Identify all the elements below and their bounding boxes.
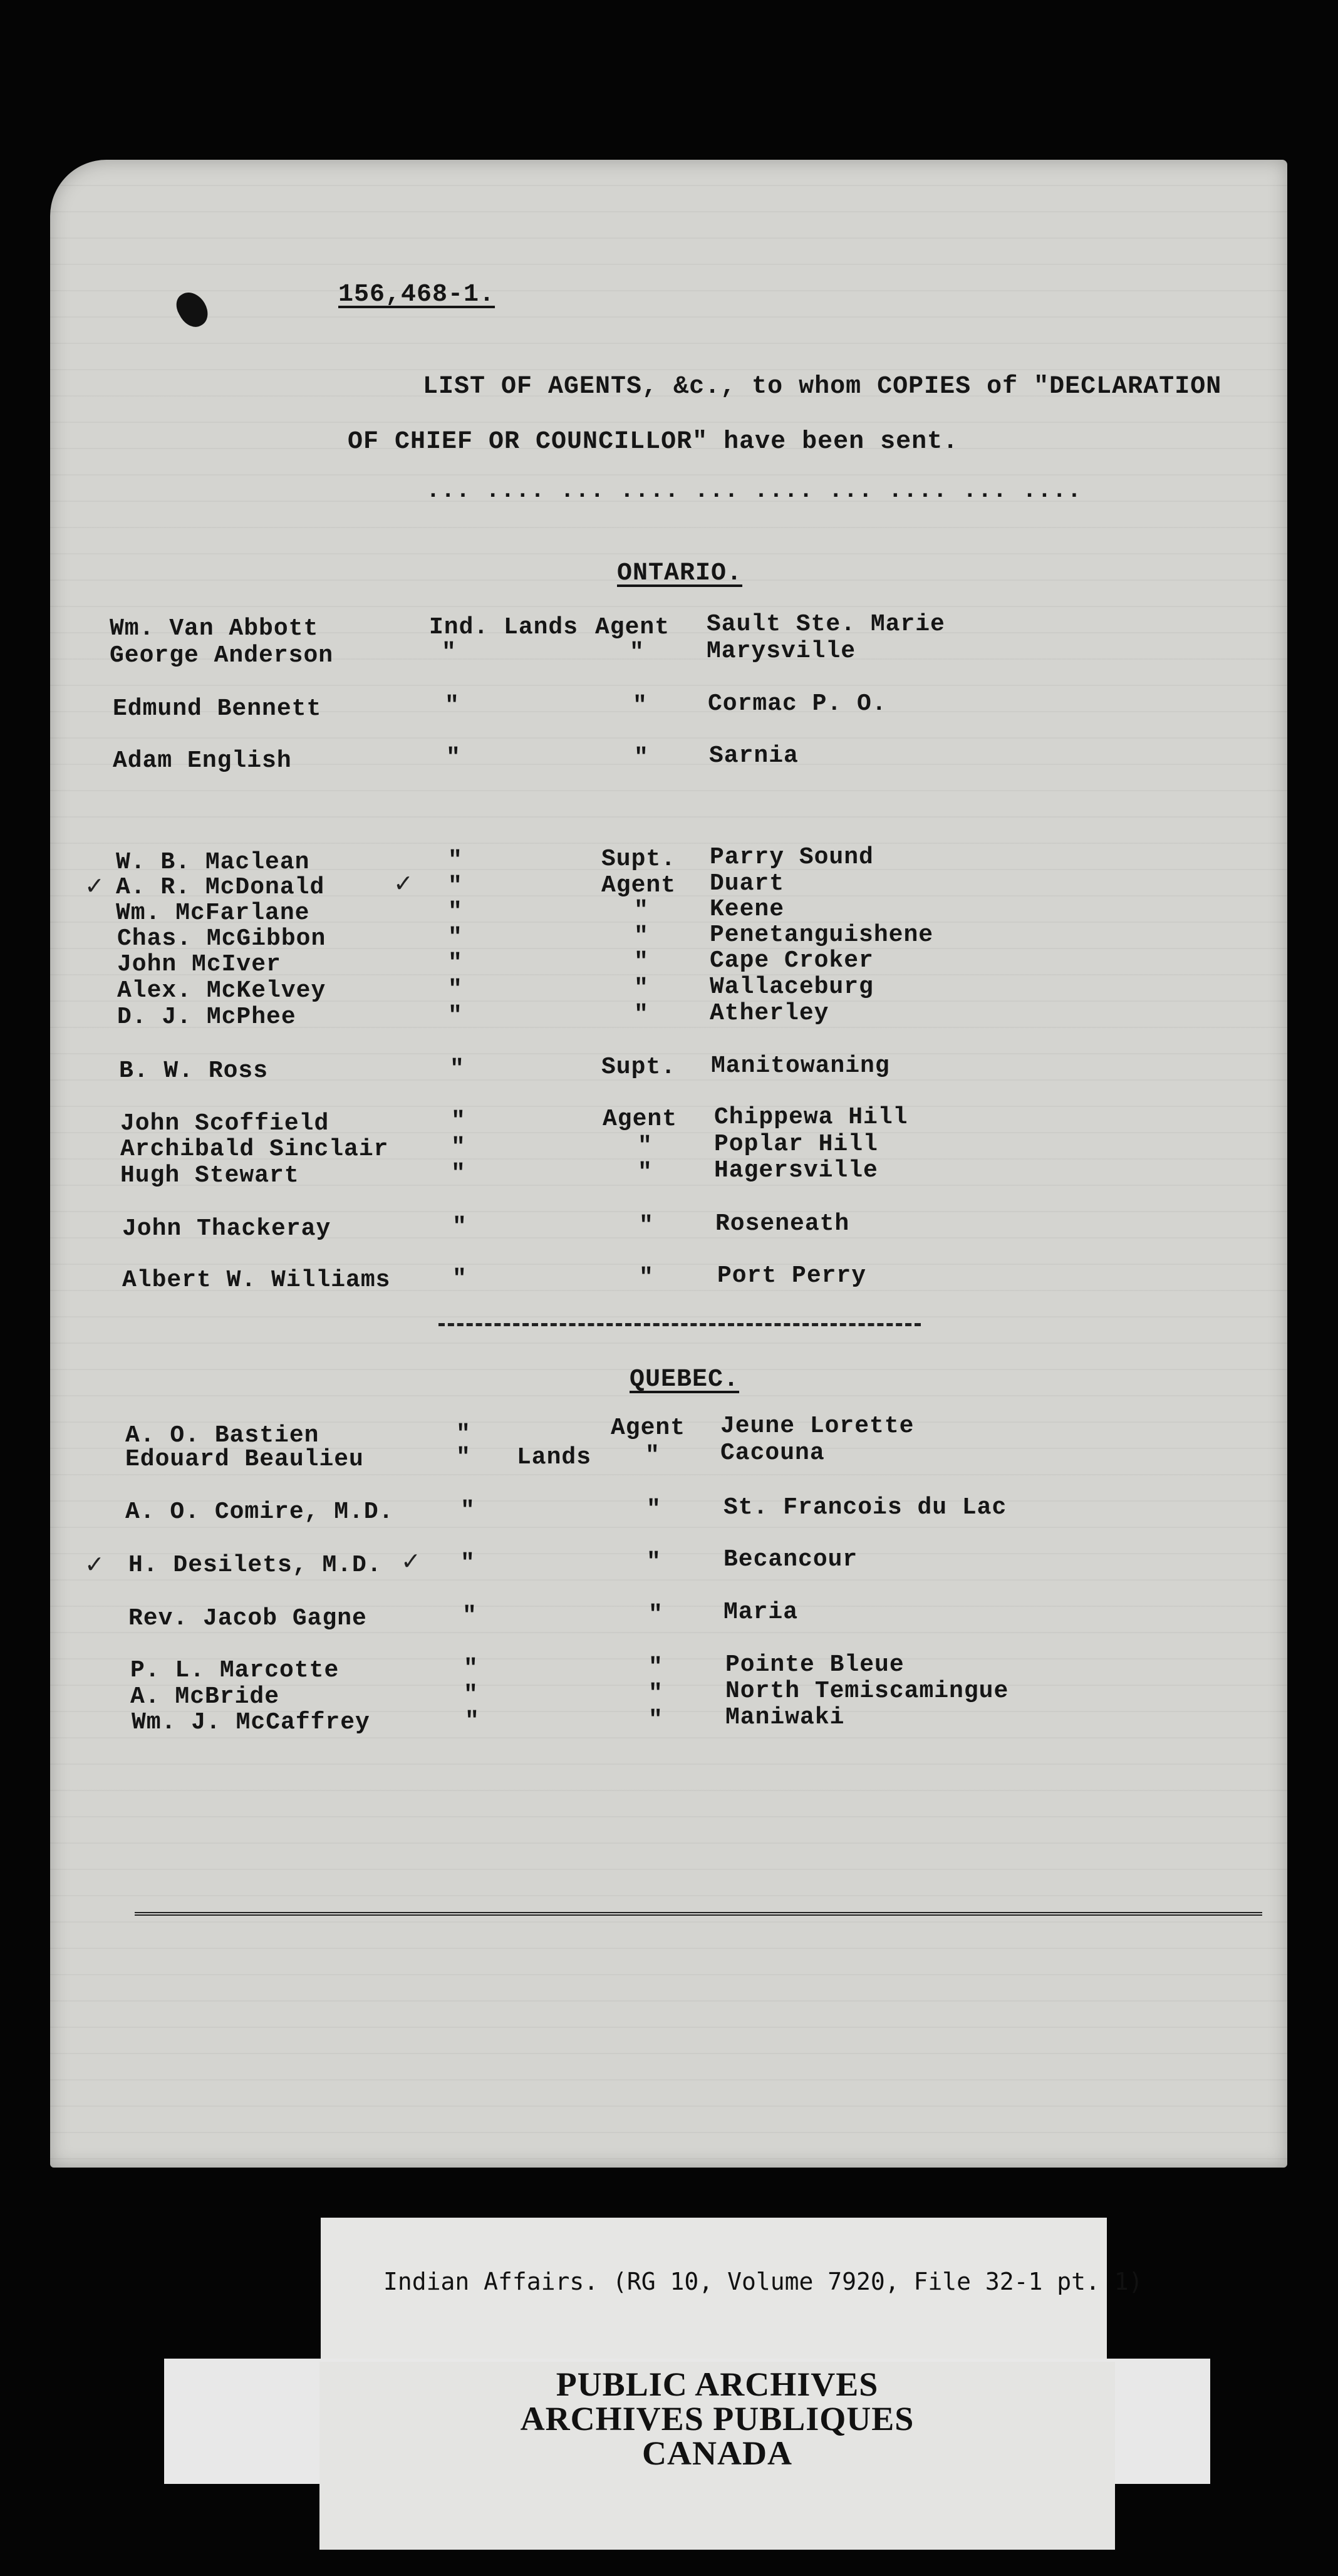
- agent-place: Marysville: [707, 638, 856, 665]
- agent-place: Cape Croker: [710, 947, 874, 974]
- stamp-line-1: PUBLIC ARCHIVES: [556, 2366, 879, 2403]
- agent-place: Parry Sound: [710, 844, 874, 871]
- agent-place: Poplar Hill: [714, 1131, 878, 1158]
- agent-name: A. McBride: [130, 1683, 280, 1710]
- citation-text: Indian Affairs. (RG 10, Volume 7920, File 32-1 pt. 1): [383, 2268, 1143, 2295]
- agent-place: Jeune Lorette: [720, 1413, 915, 1440]
- check-mark: ✓: [393, 870, 413, 897]
- agent-title: Agent: [611, 1415, 686, 1441]
- agent-dept: ": [460, 1497, 475, 1524]
- agent-dept: ": [462, 1602, 477, 1629]
- agent-dept: ": [464, 1655, 479, 1682]
- agent-name: D. J. McPhee: [117, 1004, 296, 1031]
- citation-slip: [321, 2218, 1143, 2359]
- agent-title: ": [648, 1680, 663, 1707]
- ontario-heading: ONTARIO.: [617, 559, 743, 588]
- agent-dept: ": [465, 1708, 480, 1735]
- agent-name: P. L. Marcotte: [130, 1657, 340, 1684]
- agent-name: Alex. McKelvey: [117, 977, 326, 1004]
- agent-title: ": [634, 948, 649, 975]
- agent-dept: ": [464, 1681, 479, 1708]
- agent-name: Edmund Bennett: [113, 695, 322, 722]
- agent-name: A. O. Comire, M.D.: [125, 1498, 394, 1525]
- agent-dept: ": [442, 639, 457, 666]
- agent-name: Adam English: [113, 747, 292, 774]
- agent-dept: ": [448, 976, 463, 1003]
- agent-name: A. R. McDonald: [116, 874, 325, 901]
- quebec-heading: QUEBEC.: [630, 1366, 740, 1394]
- agent-place: Becancour: [723, 1546, 858, 1573]
- agent-dept: ": [448, 847, 463, 874]
- agent-dept: ": [448, 1002, 463, 1029]
- stamp-line-3: CANADA: [642, 2434, 792, 2472]
- agent-place: Port Perry: [717, 1262, 867, 1289]
- agent-dept: ": [452, 1213, 467, 1240]
- agent-title: Agent: [595, 614, 670, 641]
- agent-name: George Anderson: [110, 642, 334, 669]
- end-divider: [135, 1912, 1262, 1916]
- agent-dept: ": [450, 1056, 465, 1083]
- agent-name: Hugh Stewart: [120, 1162, 299, 1189]
- agent-place: Sault Ste. Marie: [707, 611, 945, 638]
- agent-dept: ": [448, 898, 463, 925]
- agent-name: A. O. Bastien: [125, 1422, 319, 1449]
- agent-title: ": [634, 1001, 649, 1028]
- dots-line: ... .... ... .... ... .... ... .... ... ....: [426, 477, 1082, 504]
- agent-dept: ": [446, 744, 461, 771]
- agent-title: ": [634, 975, 649, 1002]
- agent-name: W. B. Maclean: [116, 849, 310, 876]
- agent-name: H. Desilets, M.D.: [128, 1552, 382, 1579]
- agent-place: Duart: [710, 870, 785, 897]
- agent-name: Wm. McFarlane: [116, 900, 310, 927]
- section-divider: [438, 1323, 921, 1326]
- agent-title: ": [648, 1654, 663, 1681]
- agent-title: ": [634, 923, 649, 950]
- agent-name: Chas. McGibbon: [117, 925, 326, 952]
- agent-place: Sarnia: [709, 742, 799, 769]
- check-mark: ✓: [401, 1547, 421, 1575]
- agent-title: ": [638, 1133, 653, 1160]
- agent-title: ": [639, 1264, 654, 1291]
- agent-title: ": [634, 744, 649, 771]
- agent-title: ": [630, 639, 645, 666]
- agent-place: Maniwaki: [725, 1704, 845, 1731]
- agent-title: ": [645, 1442, 660, 1469]
- agent-dept: Lands: [517, 1444, 592, 1471]
- agent-name: John McIver: [117, 951, 281, 978]
- agent-dept: ": [445, 692, 460, 719]
- agent-name: B. W. Ross: [119, 1057, 269, 1084]
- agent-title: ": [639, 1212, 654, 1239]
- agent-place: Roseneath: [715, 1210, 850, 1237]
- agent-name: John Scoffield: [120, 1110, 329, 1137]
- agent-name: Albert W. Williams: [122, 1267, 391, 1294]
- agent-place: Penetanguishene: [710, 922, 934, 948]
- agent-dept: Ind. Lands: [429, 614, 579, 641]
- agent-place: North Temiscamingue: [725, 1678, 1009, 1705]
- title-line-2: OF CHIEF OR COUNCILLOR" have been sent.: [348, 428, 959, 456]
- check-mark: ✓: [85, 872, 105, 900]
- agent-name: Rev. Jacob Gagne: [128, 1605, 367, 1632]
- agent-dept: ": [460, 1550, 475, 1577]
- agent-dept: ": [448, 924, 463, 951]
- archives-stamp: [319, 2362, 1115, 2550]
- agent-title: Supt.: [601, 846, 677, 873]
- agent-place: Maria: [723, 1599, 799, 1626]
- agent-name: Archibald Sinclair: [120, 1136, 389, 1163]
- agent-dept: ": [456, 1421, 471, 1448]
- agent-place: Wallaceburg: [710, 974, 874, 1000]
- agent-place: Cacouna: [720, 1440, 825, 1467]
- agent-name: John Thackeray: [122, 1215, 331, 1242]
- agent-dept: ": [451, 1134, 466, 1161]
- agent-dept: ": [448, 950, 463, 977]
- agent-dept: ": [456, 1444, 471, 1471]
- agent-dept: ": [448, 873, 463, 900]
- agent-place: Chippewa Hill: [714, 1104, 908, 1131]
- agent-title: ": [638, 1159, 653, 1186]
- agent-title: Agent: [603, 1106, 678, 1133]
- agent-name: Edouard Beaulieu: [125, 1446, 364, 1473]
- agent-place: Manitowaning: [711, 1052, 890, 1079]
- file-number: 156,468-1.: [338, 281, 495, 309]
- agent-name: Wm. J. McCaffrey: [132, 1709, 370, 1736]
- agent-title: Supt.: [601, 1054, 677, 1081]
- agent-title: ": [648, 1601, 663, 1628]
- agent-place: Hagersville: [714, 1157, 878, 1184]
- agent-dept: ": [452, 1265, 467, 1292]
- agent-dept: ": [451, 1108, 466, 1135]
- agent-title: ": [648, 1706, 663, 1733]
- agent-place: Pointe Bleue: [725, 1651, 905, 1678]
- agent-place: St. Francois du Lac: [723, 1494, 1007, 1521]
- title-line-1: LIST OF AGENTS, &c., to whom COPIES of "DECLARATION: [423, 373, 1222, 401]
- agent-place: Cormac P. O.: [708, 690, 887, 717]
- agent-place: Keene: [710, 896, 785, 923]
- check-mark: ✓: [85, 1550, 105, 1578]
- agent-dept: ": [451, 1160, 466, 1187]
- agent-place: Atherley: [710, 1000, 829, 1027]
- agent-title: ": [633, 692, 648, 719]
- agent-title: ": [646, 1496, 661, 1523]
- agent-title: ": [634, 897, 649, 924]
- agent-title: ": [646, 1549, 661, 1576]
- agent-name: Wm. Van Abbott: [110, 615, 319, 642]
- stamp-line-2: ARCHIVES PUBLIQUES: [520, 2400, 915, 2438]
- agent-title: Agent: [601, 872, 677, 899]
